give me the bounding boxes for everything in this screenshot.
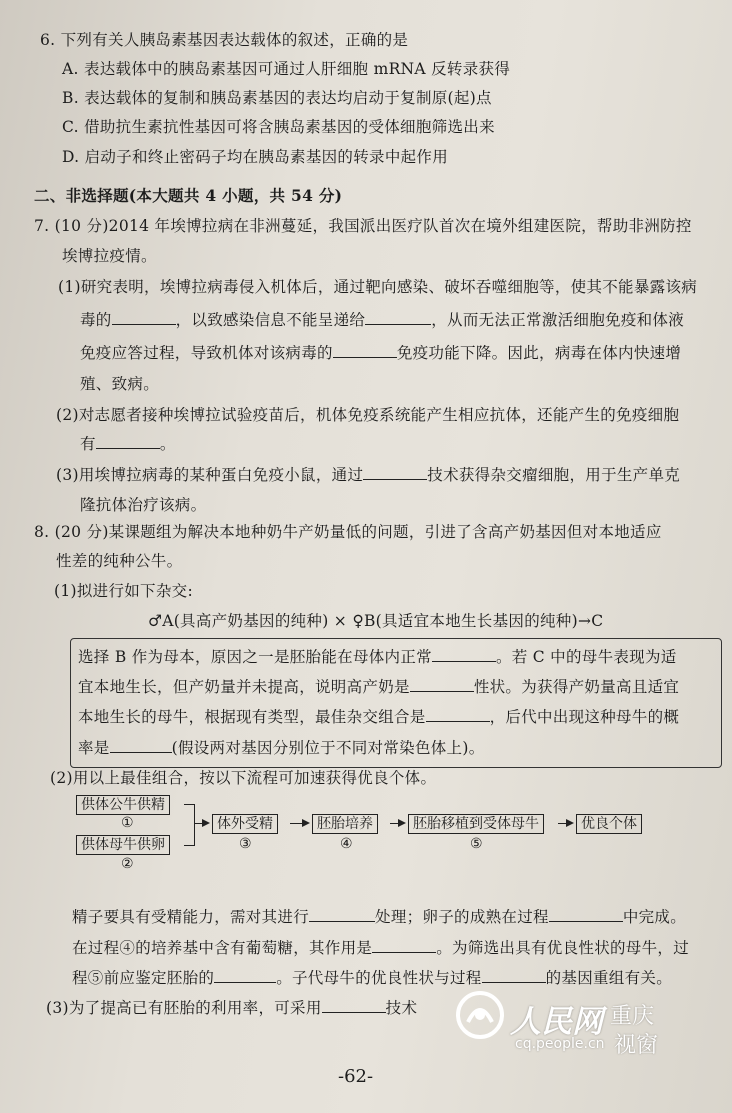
watermark-brand: 人民网 (510, 1004, 603, 1040)
text-fragment: 精子要具有受精能力，需对其进行 (72, 908, 310, 926)
answer-blank (372, 938, 436, 953)
text-fragment: 。 (159, 435, 176, 453)
text-fragment: 在过程④的培养基中含有葡萄糖，其作用是 (72, 939, 373, 957)
text-fragment: 免疫功能下降。因此，病毒在体内快速增 (396, 344, 682, 362)
watermark-channel: 视窗 (614, 1033, 659, 1058)
q7-stem-line2: 埃博拉疫情。 (62, 247, 157, 265)
q7-part2-line1: (2)对志愿者接种埃博拉试验疫苗后，机体免疫系统能产生相应抗体，还能产生的免疫细胞 (56, 406, 680, 424)
text-fragment: 率是 (78, 739, 110, 757)
text-fragment: 。子代母牛的优良性状与过程 (276, 969, 482, 987)
text-fragment: 。若 C 中的母牛表现为适 (495, 648, 677, 666)
q8-part2-label: (2)用以上最佳组合，按以下流程可加速获得优良个体。 (50, 769, 437, 787)
page-number: -62- (338, 1066, 374, 1087)
answer-blank (110, 738, 172, 753)
q8-box-line4 (78, 738, 485, 758)
people-daily-emblem-icon (455, 990, 505, 1040)
flow-merge-bracket (184, 804, 195, 846)
flow-box-ivf: 体外受精 (212, 814, 278, 834)
q8-stem-line2: 性差的纯种公牛。 (56, 552, 183, 570)
flow-box-embryo-transfer: 胚胎移植到受体母牛 (408, 814, 544, 834)
q8-part2-answer-line2 (72, 938, 689, 958)
text-fragment: 。为筛选出具有优良性状的母牛，过 (436, 939, 690, 957)
text-fragment: ，以致感染信息不能呈递给 (175, 311, 366, 329)
q6-stem: 6. 下列有关人胰岛素基因表达载体的叙述，正确的是 (40, 31, 409, 49)
answer-blank (112, 310, 176, 325)
text-fragment: 中完成。 (622, 908, 687, 926)
flow-box-superior-offspring: 优良个体 (576, 814, 642, 834)
flow-box-sperm-donor: 供体公牛供精 (76, 795, 170, 815)
q7-part1-line3 (80, 343, 681, 363)
text-fragment: ，后代中出现这种母牛的概 (489, 708, 680, 726)
flow-step-2-label: ② (121, 856, 134, 872)
q6-option-b: B. 表达载体的复制和胰岛素基因的表达均启动于复制原(起)点 (62, 89, 492, 107)
text-fragment: 性状。为获得产奶量高且适宜 (473, 678, 680, 696)
q7-part2-line2 (80, 434, 176, 454)
text-fragment: 技术 (385, 999, 418, 1017)
q8-cross-formula: ♂A(具高产奶基因的纯种) × ♀B(具适宜本地生长基因的纯种)→C (148, 612, 604, 630)
answer-blank (363, 465, 427, 480)
flow-arrow (558, 823, 572, 824)
answer-blank (426, 707, 490, 722)
answer-blank (96, 434, 160, 449)
q6-option-c: C. 借助抗生素抗性基因可将含胰岛素基因的受体细胞筛选出来 (62, 118, 495, 136)
q8-box-line1 (78, 647, 677, 667)
watermark-city: 重庆 (610, 1004, 655, 1029)
q8-part1-label: (1)拟进行如下杂交: (54, 582, 193, 600)
q7-part1-line1: (1)研究表明，埃博拉病毒侵入机体后，通过靶向感染、破坏吞噬细胞等，使其不能暴露该病 (58, 278, 698, 296)
flow-arrow (290, 823, 308, 824)
text-fragment: 程⑤前应鉴定胚胎的 (72, 969, 215, 987)
text-fragment: 的基因重组有关。 (545, 969, 673, 987)
answer-blank (333, 343, 397, 358)
text-fragment: ，从而无法正常激活细胞免疫和体液 (431, 311, 685, 329)
answer-blank (365, 310, 431, 325)
q6-option-d: D. 启动子和终止密码子均在胰岛素基因的转录中起作用 (62, 148, 449, 166)
flow-step-4-label: ④ (340, 836, 353, 852)
q8-part2-answer-line1 (72, 907, 686, 927)
answer-blank (432, 647, 496, 662)
flow-box-embryo-culture: 胚胎培养 (312, 814, 378, 834)
text-fragment: 宜本地生长，但产奶量并未提高，说明高产奶是 (78, 678, 410, 696)
text-fragment: (3)用埃博拉病毒的某种蛋白免疫小鼠，通过 (56, 466, 364, 484)
q7-part1-line2 (80, 310, 684, 330)
flow-arrow (390, 823, 404, 824)
text-fragment: (假设两对基因分别位于不同对常染色体上)。 (171, 739, 485, 757)
section-heading: 二、非选择题(本大题共 4 小题，共 54 分) (34, 186, 343, 205)
text-fragment: 选择 B 作为母本，原因之一是胚胎能在母体内正常 (78, 648, 432, 666)
answer-blank (482, 968, 546, 983)
flow-arrow (194, 823, 208, 824)
text-fragment: (3)为了提高已有胚胎的利用率，可采用 (46, 999, 322, 1017)
flow-step-5-label: ⑤ (470, 836, 483, 852)
q7-part3-line2: 隆抗体治疗该病。 (80, 496, 207, 514)
text-fragment: 技术获得杂交瘤细胞，用于生产单克 (427, 466, 681, 484)
answer-blank (214, 968, 276, 983)
q8-part2-answer-line3 (72, 968, 672, 988)
answer-blank (322, 998, 386, 1013)
watermark-site: cq.people.cn (515, 1036, 605, 1052)
answer-blank (410, 677, 474, 692)
answer-blank (309, 907, 375, 922)
q6-option-a: A. 表达载体中的胰岛素基因可通过人肝细胞 mRNA 反转录获得 (62, 60, 511, 78)
text-fragment: 有 (80, 435, 96, 453)
text-fragment: 毒的 (80, 311, 112, 329)
q8-box-line3 (78, 707, 679, 727)
answer-blank (549, 907, 623, 922)
flow-box-egg-donor: 供体母牛供卵 (76, 835, 170, 855)
q7-part1-line4: 殖、致病。 (80, 375, 160, 393)
text-fragment: 本地生长的母牛，根据现有类型，最佳杂交组合是 (78, 708, 426, 726)
q7-part3-line1 (56, 465, 680, 485)
q8-box-line2 (78, 677, 679, 697)
flow-step-1-label: ① (121, 815, 134, 831)
text-fragment: 免疫应答过程，导致机体对该病毒的 (80, 344, 333, 362)
text-fragment: 处理；卵子的成熟在过程 (375, 908, 549, 926)
flow-step-3-label: ③ (239, 836, 252, 852)
q8-stem-line1: 8. (20 分)某课题组为解决本地种奶牛产奶量低的问题，引进了含高产奶基因但对本地适应 (34, 523, 662, 541)
q7-stem-line1: 7. (10 分)2014 年埃博拉病在非洲蔓延，我国派出医疗队首次在境外组建医院，帮助非洲防控 (34, 217, 692, 235)
q8-part3-line (46, 998, 417, 1018)
